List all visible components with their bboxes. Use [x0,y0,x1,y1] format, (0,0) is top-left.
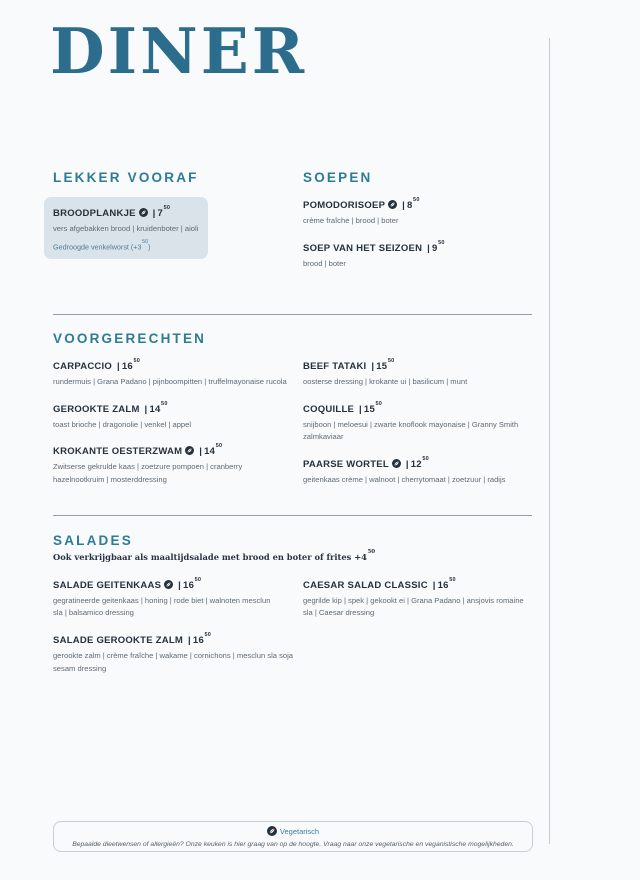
menu-item [53,358,303,389]
menu-item-title: SALADE GEITENKAAS [53,579,162,591]
menu-item-name-row [303,358,541,373]
menu-item-price: 16 [437,579,449,591]
menu-item-name-row [53,443,303,458]
menu-item-price: 15 [376,361,388,373]
menu-item-name-row [53,358,303,373]
leaf-icon [388,200,397,209]
section-heading-voorgerechten: VOORGERECHTEN [53,331,207,346]
menu-item [53,577,303,620]
vegetarisch-label: Vegetarisch [279,827,320,836]
section-lekker-vooraf [53,170,300,259]
extra-note-text: Gedroogde venkelworst (+3 [53,242,142,252]
extra-note-sup: 50 [142,238,149,245]
menu-item-title: SOEP VAN HET SEIZOEN [303,242,423,254]
menu-item-price-sup: 50 [387,358,395,364]
menu-item [303,240,541,271]
menu-item-price-sup: 50 [449,576,456,583]
menu-item-name-row [303,456,541,471]
menu-item-price: 14 [204,446,216,458]
salades-left-column [53,577,303,687]
menu-item-title: CARPACCIO [53,361,113,373]
price-separator: | [432,579,436,591]
menu-item-price: 14 [149,403,161,415]
salades-right-column [303,577,541,687]
leaf-icon [139,208,148,217]
price-separator: | [187,635,191,647]
page-title: DINER [50,14,308,88]
featured-item-box [44,197,208,259]
salades-subtitle-text: Ook verkrijgbaar als maaltijdsalade met brood en boter of frites +4 [53,551,367,562]
extra-note-close: ) [148,242,151,252]
menu-item-price: 8 [407,200,413,212]
menu-item-title: SALADE GEROOKTE ZALM [53,635,184,647]
section-voorgerechten [53,331,541,498]
menu-item [303,358,541,389]
menu-item-description: rundermuis | Grana Padano | pijnboompitten | truffelmayonaise rucola [53,377,287,387]
menu-item-description: gegratineerde geitenkaas | honing | rode biet | walnoten mesclun sla | balsamico dressing [53,595,271,618]
menu-item-name-row [53,205,198,220]
menu-item-price-sup: 50 [375,400,383,407]
salades-columns [53,577,541,687]
section-heading-soepen: SOEPEN [303,170,373,185]
vegetarisch-legend [54,826,532,837]
section-heading-salades: SALADES [53,533,133,548]
menu-item-price: 16 [183,579,195,591]
menu-item-price-sup: 50 [422,455,429,462]
section-soepen [303,170,541,282]
menu-item-title: CAESAR SALAD CLASSIC [303,579,428,591]
menu-item-description: oosterse dressing | krokante ui | basilicum | munt [303,377,468,387]
menu-item-name-row [303,577,541,592]
menu-item [53,401,303,432]
menu-item-name-row [53,401,303,416]
section-divider [53,515,532,516]
menu-item-price-sup: 50 [133,358,141,364]
menu-item-price-sup: 50 [438,239,445,246]
section-divider [53,314,532,315]
price-separator: | [405,458,409,470]
salades-subtitle [53,549,541,563]
footer-note: Bepaalde dieetwensen of allergieën? Onze keuken is hier graag van op de hoogte. Vraag naar onze vegetarische en veganistische mogelijkheden. [72,841,514,848]
menu-item-extra-note [53,240,198,252]
menu-item-description: toast brioche | dragonolie | venkel | appel [53,419,192,429]
menu-item [53,632,303,675]
price-separator: | [178,579,182,591]
menu-item [53,443,303,486]
menu-item-title: BROODPLANKJE [53,208,136,220]
menu-item-title: BEEF TATAKI [303,361,367,373]
menu-item-price-sup: 50 [194,576,202,583]
menu-item-price-sup: 50 [161,400,168,407]
menu-item-price: 15 [363,403,375,415]
menu-item [303,401,541,444]
menu-item-price: 9 [432,242,438,254]
menu-item-description: snijboon | meloesui | zwarte knoflook mayonaise | Granny Smith zalmkaviaar [303,419,519,442]
voorgerechten-left-column [53,358,303,498]
menu-item-price-sup: 50 [204,631,212,638]
menu-item-price: 16 [192,635,204,647]
menu-item [303,197,541,228]
price-separator: | [152,208,156,220]
menu-item-name-row [303,401,541,416]
leaf-icon [267,826,277,836]
menu-item-name-row [53,577,303,592]
price-separator: | [199,446,203,458]
voorgerechten-columns [53,358,541,498]
price-separator: | [358,403,362,415]
menu-item-name-row [303,240,541,255]
footer-info-box [53,821,533,852]
menu-item-description: gerookte zalm | crème fraîche | wakame | cornichons | mesclun sla soja sesam dressing [53,651,294,673]
menu-item-description: crème fraîche | brood | boter [303,216,399,226]
price-separator: | [402,200,405,212]
price-separator: | [144,403,148,415]
menu-item-description: gegrilde kip | spek | gekookt ei | Grana Padano | ansjovis romaine sla | Caesar dressing [303,595,524,618]
leaf-icon [392,459,401,468]
menu-item-title: COQUILLE [303,403,355,415]
menu-item-description: geitenkaas crème | walnoot | cherrytomaat | zoetzuur | radijs [303,474,506,484]
menu-item-price-sup: 50 [413,197,420,203]
menu-item-name-row [53,632,303,647]
menu-item-title: KROKANTE OESTERZWAM [53,446,183,458]
leaf-icon [164,580,173,589]
salades-subtitle-sup: 50 [367,549,376,555]
voorgerechten-right-column [303,358,541,498]
menu-item-price: 12 [410,458,422,470]
price-separator: | [371,361,375,373]
section-salades [53,533,541,687]
menu-item [303,577,541,620]
menu-item-price-sup: 50 [163,205,171,211]
price-separator: | [116,361,120,373]
price-separator: | [427,242,431,254]
menu-item-name-row [303,197,541,212]
leaf-icon [185,446,194,455]
menu-item-title: POMODORISOEP [303,200,386,212]
vertical-rule [549,38,550,844]
menu-item [303,456,541,487]
menu-item-title: PAARSE WORTEL [303,458,389,470]
menu-item-title: GEROOKTE ZALM [53,403,140,415]
menu-item-description: brood | boter [303,258,346,268]
menu-item-description: vers afgebakken brood | kruidenboter | aioli [53,224,199,234]
menu-item-price-sup: 50 [215,443,223,450]
menu-item-price: 7 [157,208,164,220]
section-heading-lekker-vooraf: LEKKER VOORAF [53,170,199,185]
menu-item-price: 16 [121,361,133,373]
menu-item-description: Zwitserse gekrulde kaas | zoetzure pompoen | cranberry hazelnootkruim | mosterddressing [53,462,243,484]
